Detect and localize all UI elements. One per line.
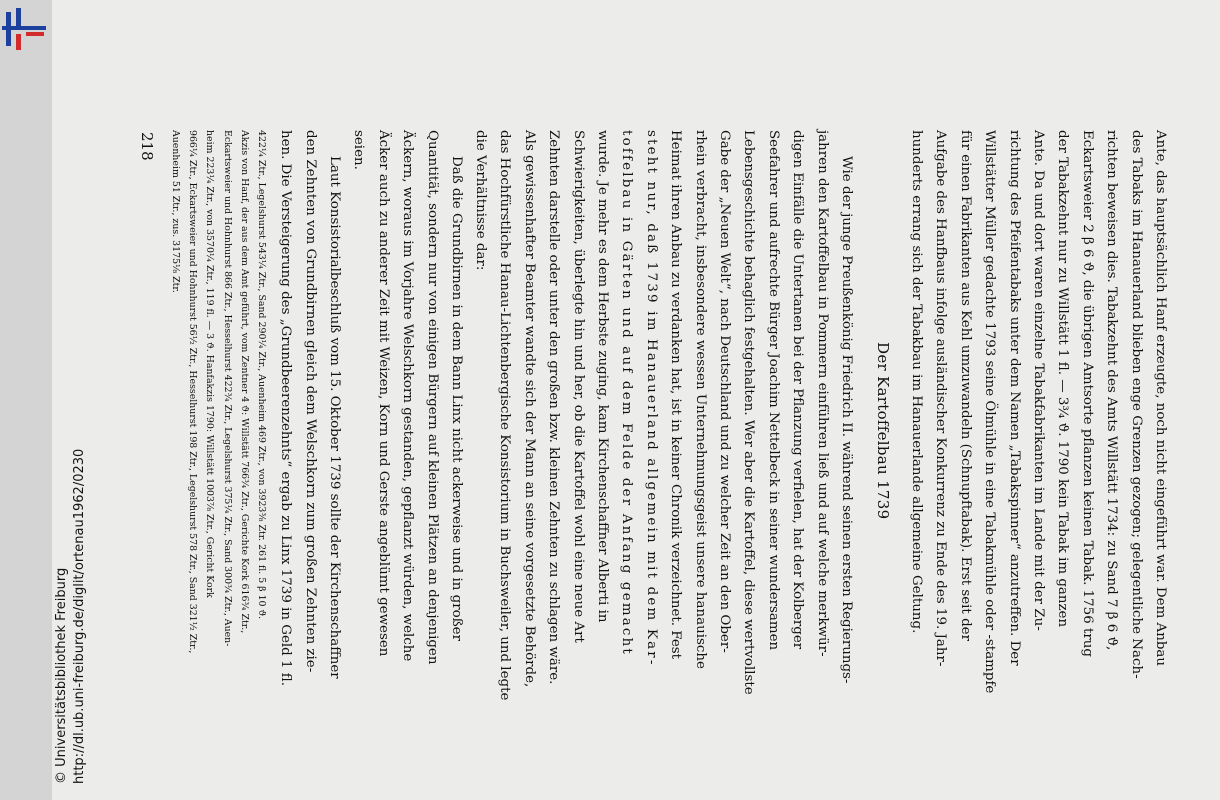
watermark-url: http://dl.ub.uni-freiburg.de/diglit/ortenau1962/0230 xyxy=(72,448,87,784)
paragraph-tabak: Ante, das hauptsächlich Hanf erzeugte, noch nicht eingeführt war. Dem Anbau des Tabaks im Hanauerland blieben enge Grenzen gezogen; gelegentliche Nach- richten beweisen dies. Tabakzehnt des Amts Willstätt 1734: zu Sand 7 β 6 ϑ, Eckartsweier 2 β 6 ϑ, die übrigen Amtsorte pflanzen keinen Tabak. 1756 trug der Tabakzehnt nur zu Willstätt 1 fl. — 3¾ ϑ. 1790 kein Tabak im ganzen Ante. Da und dort waren einzelne Tabakfabrikanten im Lande mit der Zu- richtung des Pfeifentabaks unter dem Namen „Tabakspinner“ anzutreffen. Der Willstätter Müller gedachte 1793 seine Ölmühle in eine Tabakmühle oder -stampfe für einen Fabrikanten aus Kehl umzuwandeln (Schnupftabak). Erst seit der Aufgabe des Hanfbaus infolge ausländischer Konkurrenz zu Ende des 19. Jahr- hunderts errang sich der Tabakbau im Hanauerlande allgemeine Geltung. xyxy=(908,130,1168,694)
paragraph-grundbirnen: Daß die Grundbirnen in dem Bann Linx nicht ackerweise und in großer Quantität, sondern nur von einigen Bürgern auf kleinen Plätzen an denjenigen Äckern, woraus im Vorjahre Welschkorn gestanden, gepflanzt würden, welche Äcker auch zu anderer Zeit mit Weizen, Korn und Gerste angeblümt gewesen seien. xyxy=(351,130,464,665)
footnote: 422¼ Ztr., Legelshurst 543¼ Ztr., Sand 290¼ Ztr., Auenheim 469 Ztr., von 3923⅜ Ztr. 261 fl. 5 β 10 ϑ. Akzis von Hanf, der aus dem Amt geführt, vom Zentner 4 ϑ: Willstätt 766¾ Ztr., Gerichte Kork 616¾ Ztr., Eckartsweier und Hohnhurst 866 Ztr., Hesselhurst 422¾ Ztr., Legelshurst 375¼ Ztr., Sand 300¾ Ztr., Auen- heim 223¼ Ztr., von 3570¼ Ztr., 119 fl. — 3 ϑ. Hanfakzis 1790: Willstätt 1003⅞ Ztr., Gericht Kork 966¼ Ztr., Eckartsweier und Hohnhurst 56½ Ztr., Hesselhurst 198 Ztr., Legelshurst 578 Ztr., Sand 321½ Ztr., Auenheim 51 Ztr., zus. 3175⅛ Ztr. xyxy=(169,130,267,654)
paragraph-kartoffel: Wie der junge Preußenkönig Friedrich II. während seinen ersten Regierungs- jahren den Kartoffelbau in Pommern einführen ließ und auf welche merkwür- digen Einfälle die Untertanen bei der Pflanzung verfielen, hat der Kolberger Seefahrer und aufrechte Bürger Joachim Nettelbeck in seiner wundersamen Lebensgeschichte behaglich festgehalten. Wer aber die Kartoffel, diese wertvollste Gabe der „Neuen Welt“, nach Deutschland und zu welcher Zeit an den Ober- rhein verbracht, insbesondere wessen Unternehmungsgeist unsere hanauische Heimat ihren Anbau zu verdanken hat, ist in keiner Chronik verzeichnet. Fest steht nur, daß 1739 im Hanauerland allgemein mit dem Kar- toffelbau in Gärten und auf dem Felde der Anfang gemacht wurde. Je mehr es dem Herbste zuging, kam Kirchenschaffner Alberti in Schwierigkeiten, überlegte hin und her, ob die Kartoffel wohl eine neue Art Zehnten darstelle oder unter den großen bzw. kleinen Zehnten zu schlagen wäre. Als gewissenhafter Beamter wandte sich der Mann an seine vorgesetzte Behörde, das Hochfürstliche Hanau-Lichtenbergische Konsistorium in Buchsweiler, und legte die Verhältnisse dar: xyxy=(472,130,854,701)
page-number: 218 xyxy=(138,132,156,161)
watermark-copyright: © Universitätsbibliothek Freiburg xyxy=(54,567,69,784)
paragraph-konsistorium: Laut Konsistorialbeschluß vom 15. Oktober 1739 sollte der Kirchenschaffner den Zehnten von Grundbirnen gleich dem Welschkorn zum großen Zehnten zie- hen. Die Versteigerung des „Grundbeerenzehnts“ ergab zu Linx 1739 in Geld 1 fl. xyxy=(278,130,342,686)
scanned-page xyxy=(52,0,1220,800)
section-title: Der Kartoffelbau 1739 xyxy=(874,342,892,520)
viewer-sidebar xyxy=(0,0,52,800)
university-logo-icon[interactable] xyxy=(2,8,46,50)
